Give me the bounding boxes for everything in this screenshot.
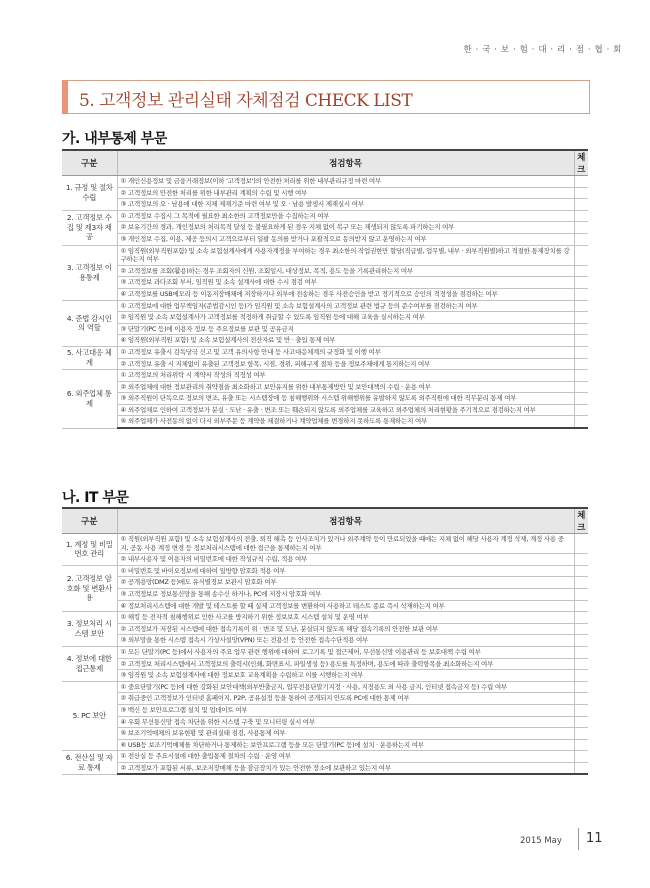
check-item: ⑤ 보조기억매체의 보유현황 및 관리실태 점검, 사용통제 여부 bbox=[117, 728, 574, 740]
check-cell[interactable] bbox=[574, 670, 588, 682]
table-row bbox=[62, 588, 588, 600]
check-item: ③ 고객정보의 오 · 남용에 대한 지체 제재기준 마련 여부 및 오 · 남용 발생시 제재실시 여부 bbox=[117, 199, 574, 211]
check-item: ⑥ USB등 보조기억매체를 차단하거나 통제하는 보안프로그램 등을 모든 단말기(PC 등)에 설치 · 운용하는지 여부 bbox=[117, 739, 574, 751]
check-cell[interactable] bbox=[574, 565, 588, 577]
table-row bbox=[62, 187, 588, 199]
col-header-item: 점검항목 bbox=[117, 508, 574, 534]
check-cell[interactable] bbox=[574, 635, 588, 647]
check-item: ① 고객정보 수집시 그 목적에 필요한 최소한의 고객정보만을 수집하는지 여부 bbox=[117, 210, 574, 222]
check-item: ① 모든 단말기(PC 등)에서 사용자의 주요 업무 관련 행위에 대하여 로그기록 및 접근제어, 무선통신망 이용관리 등 보호대책 수립 여부 bbox=[117, 646, 574, 658]
check-item: ② 고객정보 유출 시 지체없이 유출된 고객정보 항목, 시점, 경위, 피해구제 절차 등을 정보주체에게 통지하는지 여부 bbox=[117, 358, 574, 370]
table-row bbox=[62, 176, 588, 188]
table-row bbox=[62, 233, 588, 245]
table-row bbox=[62, 762, 588, 774]
table-row bbox=[62, 670, 588, 682]
col-header-category: 구분 bbox=[62, 508, 117, 534]
table-row bbox=[62, 565, 588, 577]
check-item: ① 고객정보에 대한 업무책임자(준법감시인 등)가 임직원 및 소속 보험설계사의 고객정보 관련 법규 등의 준수여부를 점검하는지 여부 bbox=[117, 300, 574, 312]
table-row bbox=[62, 681, 588, 693]
check-item: ① 직원(외부직원 포함) 및 소속 보험설계사의 전출, 퇴직 해촉 등 인사조치가 있거나 외주계약 등이 만료되었을 때에는 지체 없이 해당 사용자 계정 삭제, 계정 사용 중지, 공동 사용 계정 변경 등 정보처리시스템에 대한 접근을 통제하는지 여부 bbox=[117, 534, 574, 554]
check-item: ④ 정보처리시스템에 대한 개발 및 테스트를 할 때 실제 고객정보를 변환하여 사용하고 테스트 종료 즉시 삭제하는지 여부 bbox=[117, 600, 574, 612]
check-item: ① 개인신용정보 및 금융거래정보(이하 '고객정보')의 안전한 처리를 위한 내부관리규정 마련 여부 bbox=[117, 176, 574, 188]
it-table bbox=[62, 507, 588, 775]
check-item: ③ 단말기(PC 등)에 이용자 정보 등 주요정보를 보관 및 공유금지 bbox=[117, 323, 574, 335]
footer-divider bbox=[578, 828, 579, 850]
table-row bbox=[62, 534, 588, 554]
table-row bbox=[62, 704, 588, 716]
check-item: ② 고객정보의 안전한 처리를 위한 내부관리 계획의 수립 및 시행 여부 bbox=[117, 187, 574, 199]
check-cell[interactable] bbox=[574, 288, 588, 300]
check-item: ② 고객정보가 포함된 서류, 보조저장매체 등을 잠금장치가 있는 안전한 장소에 보관하고 있는지 여부 bbox=[117, 762, 574, 774]
table-row bbox=[62, 635, 588, 647]
check-item: ⑤ 외주업체가 사전동의 없이 다시 외부주문 등 계약을 체결하거나 계약업체를 변경하지 못하도록 통제하는지 여부 bbox=[117, 416, 574, 428]
check-cell[interactable] bbox=[574, 416, 588, 428]
table-row bbox=[62, 381, 588, 393]
check-item: ③ 고객정보로 정보통신망을 통해 송수신 하거나, PC에 저장시 암호화 여부 bbox=[117, 588, 574, 600]
check-item: ① 중요단말기(PC 등)에 대한 강화된 보안대책(외부반출금지, 업무전용단말기지정 · 사용, 지정용도 외 사용 금지, 인터넷 접속금지 등) 수립 여부 bbox=[117, 681, 574, 693]
check-item: ② 임직원 및 소속 보험설계사가 고객정보를 적정하게 취급할 수 있도록 임직원 등에 대해 교육을 실시하는지 여부 bbox=[117, 312, 574, 324]
category-cell: 2. 고객정보 수집 및 제3자 제공 bbox=[62, 210, 117, 245]
check-item: ① 비밀번호 및 바이오정보에 대하여 일방향 암호화 적용 여부 bbox=[117, 565, 574, 577]
check-cell[interactable] bbox=[574, 370, 588, 382]
category-cell: 5. 사고대응 체계 bbox=[62, 346, 117, 369]
table-row bbox=[62, 728, 588, 740]
table-row bbox=[62, 210, 588, 222]
table-row bbox=[62, 199, 588, 211]
check-cell[interactable] bbox=[574, 739, 588, 751]
check-cell[interactable] bbox=[574, 335, 588, 347]
check-cell[interactable] bbox=[574, 704, 588, 716]
table-row bbox=[62, 600, 588, 612]
check-cell[interactable] bbox=[574, 612, 588, 624]
check-cell[interactable] bbox=[574, 751, 588, 763]
category-cell: 6. 외주업체 통제 bbox=[62, 370, 117, 428]
table-row bbox=[62, 245, 588, 265]
check-cell[interactable] bbox=[574, 588, 588, 600]
check-cell[interactable] bbox=[574, 600, 588, 612]
check-cell[interactable] bbox=[574, 658, 588, 670]
table-row bbox=[62, 751, 588, 763]
table-row bbox=[62, 393, 588, 405]
check-cell[interactable] bbox=[574, 534, 588, 554]
category-cell: 3. 고객정보 이용통제 bbox=[62, 245, 117, 300]
check-item: ④ 임직원(외부직원 포함) 및 소속 보험설계사의 전산자료 및 반 · 출입 통제 여부 bbox=[117, 335, 574, 347]
table-row bbox=[62, 265, 588, 277]
check-cell[interactable] bbox=[574, 210, 588, 222]
check-item: ② 고객정보 처리시스템에서 고객정보의 출력시(인쇄, 화면표시, 파일생성 등) 용도를 특정하며, 용도에 따라 출력항목을 최소화하는지 여부 bbox=[117, 658, 574, 670]
table-row bbox=[62, 222, 588, 234]
check-item: ③ 임직원 및 소속 보험설계사에 대한 정보보호 교육계획을 수립하고 이를 시행하는지 여부 bbox=[117, 670, 574, 682]
check-cell[interactable] bbox=[574, 404, 588, 416]
check-cell[interactable] bbox=[574, 762, 588, 774]
check-item: ③ 개인정보 수집, 이용, 제공 등의시 고객으로부터 일괄 동의를 받거나 포괄적으로 동의받지 않고 운영하는지 여부 bbox=[117, 233, 574, 245]
check-cell[interactable] bbox=[574, 245, 588, 265]
title-accent-bar bbox=[62, 80, 68, 114]
table-row bbox=[62, 358, 588, 370]
page-title: 5. 고객정보 관리실태 자체점검 CHECK LIST bbox=[79, 91, 413, 111]
table-row bbox=[62, 416, 588, 428]
table-row bbox=[62, 404, 588, 416]
check-cell[interactable] bbox=[574, 346, 588, 358]
check-item: ④ 고객정보를 USB메모리 등 이동저장매체에 저장하거나 외부에 전송하는 경우 사전승인을 받고 정기적으로 승인의 적정성을 점검하는 여부 bbox=[117, 288, 574, 300]
check-cell[interactable] bbox=[574, 646, 588, 658]
col-header-check: 체크 bbox=[574, 150, 588, 176]
check-cell[interactable] bbox=[574, 577, 588, 589]
category-cell: 6. 전산실 및 자료 통제 bbox=[62, 751, 117, 775]
table-row bbox=[62, 577, 588, 589]
category-cell: 4. 정보에 대한 접근통제 bbox=[62, 646, 117, 681]
check-item: ② 취급중인 고객정보가 인터넷 홈페이지, P2P, 공유설정 등을 통하여 공개되지 안도록 PC에 대한 통제 여부 bbox=[117, 693, 574, 705]
check-cell[interactable] bbox=[574, 358, 588, 370]
section-b-heading: 나. IT 부문 bbox=[62, 490, 129, 506]
table-row bbox=[62, 612, 588, 624]
check-item: ① 고객정보의 처리위탁 시 계약서 작성의 적정성 여부 bbox=[117, 370, 574, 382]
category-cell: 1. 규정 및 절차 수립 bbox=[62, 176, 117, 211]
category-cell: 1. 계정 및 비밀번호 관리 bbox=[62, 534, 117, 566]
col-header-item: 점검항목 bbox=[117, 150, 574, 176]
category-cell: 3. 정보처리 시스템 보안 bbox=[62, 612, 117, 647]
footer-date: 2015 May bbox=[520, 836, 562, 846]
check-item: ② 외주업체에 대한 정보관리의 취약점을 최소화하고 보안유지를 위한 내부통제방안 및 보안대책의 수립 · 운용 여부 bbox=[117, 381, 574, 393]
col-header-category: 구분 bbox=[62, 150, 117, 176]
check-item: ① 전산실 등 주요시설에 대한 출입통제 절차의 수립 · 운영 여부 bbox=[117, 751, 574, 763]
table-row bbox=[62, 623, 588, 635]
check-cell[interactable] bbox=[574, 693, 588, 705]
table-row bbox=[62, 370, 588, 382]
check-item: ② 내부사용자 및 이용자의 비밀번호에 대한 작성규칙 수립, 적용 여부 bbox=[117, 554, 574, 566]
check-cell[interactable] bbox=[574, 176, 588, 188]
table-row bbox=[62, 554, 588, 566]
check-item: ④ 외주업체로 인하여 고객정보가 분실 · 도난 · 유출 · 변조 또는 훼손되지 않도록 외주업체를 교육하고 외주업체의 처리현황을 주기적으로 점검하는지 여부 bbox=[117, 404, 574, 416]
category-cell: 5. PC 보안 bbox=[62, 681, 117, 751]
table-row bbox=[62, 739, 588, 751]
check-item: ② 보유기간의 경과, 개인정보의 처리목적 달성 등 불필요하게 된 경우 지체 없이 복구 또는 재생되지 않도록 파기하는지 여부 bbox=[117, 222, 574, 234]
check-cell[interactable] bbox=[574, 233, 588, 245]
check-cell[interactable] bbox=[574, 199, 588, 211]
table-row bbox=[62, 335, 588, 347]
check-cell[interactable] bbox=[574, 381, 588, 393]
check-item: ③ 외부망을 통한 시스템 접속시 가상사설망(VPN) 또는 전용선 등 안전한 접속수단적용 여부 bbox=[117, 635, 574, 647]
table-row bbox=[62, 300, 588, 312]
table-row bbox=[62, 277, 588, 289]
section-title-box bbox=[62, 80, 590, 114]
table-row bbox=[62, 312, 588, 324]
check-cell[interactable] bbox=[574, 265, 588, 277]
check-cell[interactable] bbox=[574, 393, 588, 405]
table-row bbox=[62, 693, 588, 705]
table-row bbox=[62, 646, 588, 658]
check-item: ③ 고객정보 과다조회 부서, 임직원 및 소속 설계사에 대한 수시 점검 여부 bbox=[117, 277, 574, 289]
col-header-check: 체크 bbox=[574, 508, 588, 534]
check-item: ③ 외주직원이 단독으로 정보의 변조, 유출 또는 시스템장애 등 침해행위와 시스템 위해행위를 유발하지 않도록 외주직원에 대한 직무분리 통제 여부 bbox=[117, 393, 574, 405]
check-item: ① 임직원(외부직원포함) 및 소속 보험설계사에게 사용자계정을 부여하는 경우 최소한의 작업권한만 할당(직급별, 업무별, 내부 · 외부직원별)하고 적절한 통제장치를 강구하는지 여부 bbox=[117, 245, 574, 265]
table-row bbox=[62, 323, 588, 335]
check-item: ① 고객정보 유출시 감독당국 신고 및 고객 유의사항 안내 등 사고대응체계의 규정화 및 이행 여부 bbox=[117, 346, 574, 358]
check-item: ② 고객정보가 저장된 시스템에 대한 접속기록이 위 · 변조 및 도난, 분실되지 않도록 해당 접속기록의 안전한 보관 여부 bbox=[117, 623, 574, 635]
check-item: ① 해킹 등 전자적 침해행위로 인한 사고를 방지하기 위한 정보보호 시스템 설치 및 운영 여부 bbox=[117, 612, 574, 624]
check-cell[interactable] bbox=[574, 300, 588, 312]
category-cell: 2. 고객정보 암호화 및 변환사용 bbox=[62, 565, 117, 611]
table-row bbox=[62, 658, 588, 670]
internal-control-table bbox=[62, 149, 588, 429]
check-cell[interactable] bbox=[574, 554, 588, 566]
check-cell[interactable] bbox=[574, 277, 588, 289]
check-cell[interactable] bbox=[574, 187, 588, 199]
section-a-heading: 가. 내부통제 부문 bbox=[62, 131, 167, 147]
check-cell[interactable] bbox=[574, 716, 588, 728]
check-cell[interactable] bbox=[574, 681, 588, 693]
check-item: ② 고객정보를 조회(활용)하는 경우 조회자의 신원, 조회일시, 대상정보, 목적, 용도 등을 기록관리하는지 여부 bbox=[117, 265, 574, 277]
category-cell: 4. 준법 감시인의 역할 bbox=[62, 300, 117, 346]
table-row bbox=[62, 346, 588, 358]
check-cell[interactable] bbox=[574, 222, 588, 234]
check-cell[interactable] bbox=[574, 323, 588, 335]
check-item: ③ 백신 등 보안프로그램 설치 및 업데이트 여부 bbox=[117, 704, 574, 716]
check-cell[interactable] bbox=[574, 728, 588, 740]
check-item: ④ 우회 무선통신망 접속 차단을 위한 시스템 구축 및 모니터링 실시 여부 bbox=[117, 716, 574, 728]
check-cell[interactable] bbox=[574, 623, 588, 635]
table-row bbox=[62, 716, 588, 728]
check-cell[interactable] bbox=[574, 312, 588, 324]
page-number: 11 bbox=[586, 831, 603, 846]
organization-header: 한 · 국 · 보 · 험 · 대 · 리 · 점 · 협 · 회 bbox=[463, 45, 622, 55]
table-row bbox=[62, 288, 588, 300]
check-item: ② 공개용망(DMZ 등)에도 유식별정보 보관시 암호화 여부 bbox=[117, 577, 574, 589]
